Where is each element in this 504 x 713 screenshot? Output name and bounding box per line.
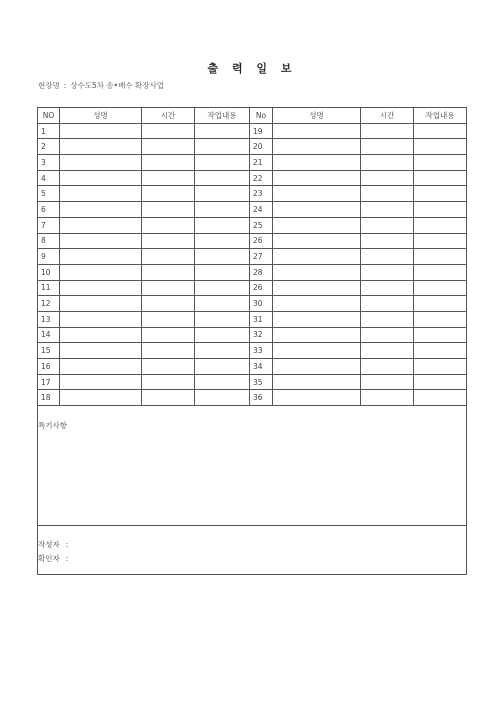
row-number-right: 20 [250,139,273,155]
name-cell-left[interactable] [60,359,142,375]
row-number-left: 15 [38,343,60,359]
time-cell-left[interactable] [142,311,195,327]
table-row [38,343,467,359]
time-cell-right[interactable] [361,327,414,343]
row-number-left: 9 [38,249,60,265]
table-row [38,249,467,265]
row-number-right: 31 [250,311,273,327]
row-number-right: 25 [250,217,273,233]
work-cell-left[interactable] [195,311,250,327]
name-cell-right[interactable] [273,374,361,390]
row-number-right: 27 [250,249,273,265]
work-cell-left[interactable] [195,374,250,390]
time-cell-right[interactable] [361,390,414,406]
work-cell-right[interactable] [414,264,467,280]
name-cell-left[interactable] [60,327,142,343]
name-cell-left[interactable] [60,264,142,280]
time-cell-right[interactable] [361,170,414,186]
name-cell-left[interactable] [60,343,142,359]
work-cell-right[interactable] [414,374,467,390]
name-cell-left[interactable] [60,202,142,218]
row-number-right: 33 [250,343,273,359]
confirmer-row [38,553,68,564]
author-label: 작성자 [38,540,60,549]
work-cell-right[interactable] [414,390,467,406]
row-number-right: 24 [250,202,273,218]
time-cell-right[interactable] [361,280,414,296]
site-name-separator: : [63,81,67,90]
table-row [38,202,467,218]
row-number-left: 18 [38,390,60,406]
time-cell-left[interactable] [142,155,195,171]
time-cell-left[interactable] [142,233,195,249]
time-cell-right[interactable] [361,264,414,280]
time-cell-left[interactable] [142,374,195,390]
work-cell-right[interactable] [414,217,467,233]
row-number-left: 1 [38,123,60,139]
name-cell-left[interactable] [60,390,142,406]
name-cell-left[interactable] [60,280,142,296]
notes-label: 특기사항 [38,421,67,430]
work-cell-left[interactable] [195,390,250,406]
name-cell-left[interactable] [60,170,142,186]
work-cell-right[interactable] [414,155,467,171]
row-number-right: 22 [250,170,273,186]
notes-section [37,406,467,526]
work-cell-right[interactable] [414,170,467,186]
time-cell-right[interactable] [361,249,414,265]
row-number-left: 4 [38,170,60,186]
name-cell-right[interactable] [273,233,361,249]
row-number-left: 7 [38,217,60,233]
name-cell-left[interactable] [60,374,142,390]
document-title: 출 력 일 보 [207,62,297,75]
work-cell-right[interactable] [414,343,467,359]
confirmer-colon: : [65,554,69,563]
time-cell-right[interactable] [361,123,414,139]
work-cell-left[interactable] [195,249,250,265]
work-cell-right[interactable] [414,280,467,296]
table-row [38,139,467,155]
row-number-right: 19 [250,123,273,139]
table-row [38,374,467,390]
table-body [38,123,467,405]
name-cell-left[interactable] [60,186,142,202]
work-cell-right[interactable] [414,186,467,202]
time-cell-left[interactable] [142,343,195,359]
name-cell-right[interactable] [273,186,361,202]
work-cell-right[interactable] [414,296,467,312]
name-cell-right[interactable] [273,296,361,312]
name-cell-left[interactable] [60,155,142,171]
row-number-left: 8 [38,233,60,249]
name-cell-left[interactable] [60,217,142,233]
table-row [38,327,467,343]
table-row [38,311,467,327]
table-row [38,186,467,202]
time-cell-left[interactable] [142,327,195,343]
site-name-label: 현장명 [38,81,60,90]
work-cell-right[interactable] [414,233,467,249]
name-cell-right[interactable] [273,264,361,280]
work-cell-left[interactable] [195,233,250,249]
work-cell-right[interactable] [414,311,467,327]
row-number-right: 23 [250,186,273,202]
time-cell-left[interactable] [142,139,195,155]
name-cell-right[interactable] [273,249,361,265]
row-number-right: 26 [250,233,273,249]
time-cell-left[interactable] [142,296,195,312]
name-cell-right[interactable] [273,217,361,233]
time-cell-right[interactable] [361,296,414,312]
work-cell-left[interactable] [195,327,250,343]
work-cell-left[interactable] [195,123,250,139]
table-row [38,296,467,312]
name-cell-right[interactable] [273,280,361,296]
row-number-left: 12 [38,296,60,312]
row-number-right: 34 [250,359,273,375]
name-cell-left[interactable] [60,139,142,155]
work-cell-left[interactable] [195,343,250,359]
row-number-left: 13 [38,311,60,327]
header-name-left: 성명 [60,108,142,124]
row-number-left: 11 [38,280,60,296]
name-cell-right[interactable] [273,202,361,218]
table-row [38,155,467,171]
row-number-left: 14 [38,327,60,343]
header-time-right: 시간 [361,108,414,124]
time-cell-left[interactable] [142,217,195,233]
time-cell-left[interactable] [142,264,195,280]
work-cell-right[interactable] [414,327,467,343]
confirmer-label: 확인자 [38,554,60,563]
work-cell-left[interactable] [195,296,250,312]
name-cell-right[interactable] [273,390,361,406]
work-cell-left[interactable] [195,186,250,202]
row-number-right: 36 [250,390,273,406]
time-cell-right[interactable] [361,217,414,233]
worker-table [37,107,467,406]
row-number-left: 2 [38,139,60,155]
time-cell-right[interactable] [361,233,414,249]
row-number-right: 28 [250,264,273,280]
row-number-left: 6 [38,202,60,218]
author-colon: : [65,540,69,549]
name-cell-right[interactable] [273,155,361,171]
time-cell-right[interactable] [361,155,414,171]
row-number-right: 26 [250,280,273,296]
table-row [38,170,467,186]
name-cell-left[interactable] [60,296,142,312]
work-cell-left[interactable] [195,202,250,218]
time-cell-left[interactable] [142,170,195,186]
table-header-row [38,108,467,124]
work-cell-left[interactable] [195,155,250,171]
row-number-right: 35 [250,374,273,390]
row-number-right: 30 [250,296,273,312]
name-cell-right[interactable] [273,139,361,155]
time-cell-left[interactable] [142,359,195,375]
table-row [38,217,467,233]
time-cell-right[interactable] [361,374,414,390]
row-number-left: 16 [38,359,60,375]
header-work-left: 작업내용 [195,108,250,124]
work-cell-left[interactable] [195,139,250,155]
author-row [38,539,68,550]
time-cell-left[interactable] [142,202,195,218]
work-cell-right[interactable] [414,249,467,265]
work-cell-left[interactable] [195,170,250,186]
name-cell-right[interactable] [273,359,361,375]
time-cell-right[interactable] [361,311,414,327]
name-cell-right[interactable] [273,170,361,186]
work-cell-left[interactable] [195,359,250,375]
work-cell-left[interactable] [195,264,250,280]
name-cell-left[interactable] [60,123,142,139]
work-cell-right[interactable] [414,123,467,139]
work-cell-left[interactable] [195,280,250,296]
work-cell-right[interactable] [414,359,467,375]
table-row [38,233,467,249]
table-row [38,359,467,375]
site-name-line [38,80,164,91]
header-work-right: 작업내용 [414,108,467,124]
row-number-right: 32 [250,327,273,343]
work-cell-right[interactable] [414,139,467,155]
time-cell-right[interactable] [361,139,414,155]
time-cell-right[interactable] [361,343,414,359]
name-cell-right[interactable] [273,123,361,139]
row-number-left: 5 [38,186,60,202]
row-number-left: 10 [38,264,60,280]
name-cell-right[interactable] [273,343,361,359]
row-number-right: 21 [250,155,273,171]
time-cell-right[interactable] [361,186,414,202]
time-cell-right[interactable] [361,359,414,375]
time-cell-right[interactable] [361,202,414,218]
header-no-left: NO [38,108,60,124]
work-cell-left[interactable] [195,217,250,233]
name-cell-left[interactable] [60,249,142,265]
name-cell-left[interactable] [60,233,142,249]
time-cell-left[interactable] [142,123,195,139]
site-name-value: 상수도5차 송•배수 확장사업 [70,81,164,90]
time-cell-left[interactable] [142,186,195,202]
name-cell-right[interactable] [273,327,361,343]
name-cell-right[interactable] [273,311,361,327]
work-cell-right[interactable] [414,202,467,218]
table-row [38,280,467,296]
table-row [38,264,467,280]
time-cell-left[interactable] [142,249,195,265]
name-cell-left[interactable] [60,311,142,327]
time-cell-left[interactable] [142,280,195,296]
signature-section [37,525,467,575]
table-row [38,390,467,406]
header-name-right: 성명 [273,108,361,124]
time-cell-left[interactable] [142,390,195,406]
row-number-left: 3 [38,155,60,171]
header-no-right: No [250,108,273,124]
table-row [38,123,467,139]
row-number-left: 17 [38,374,60,390]
header-time-left: 시간 [142,108,195,124]
